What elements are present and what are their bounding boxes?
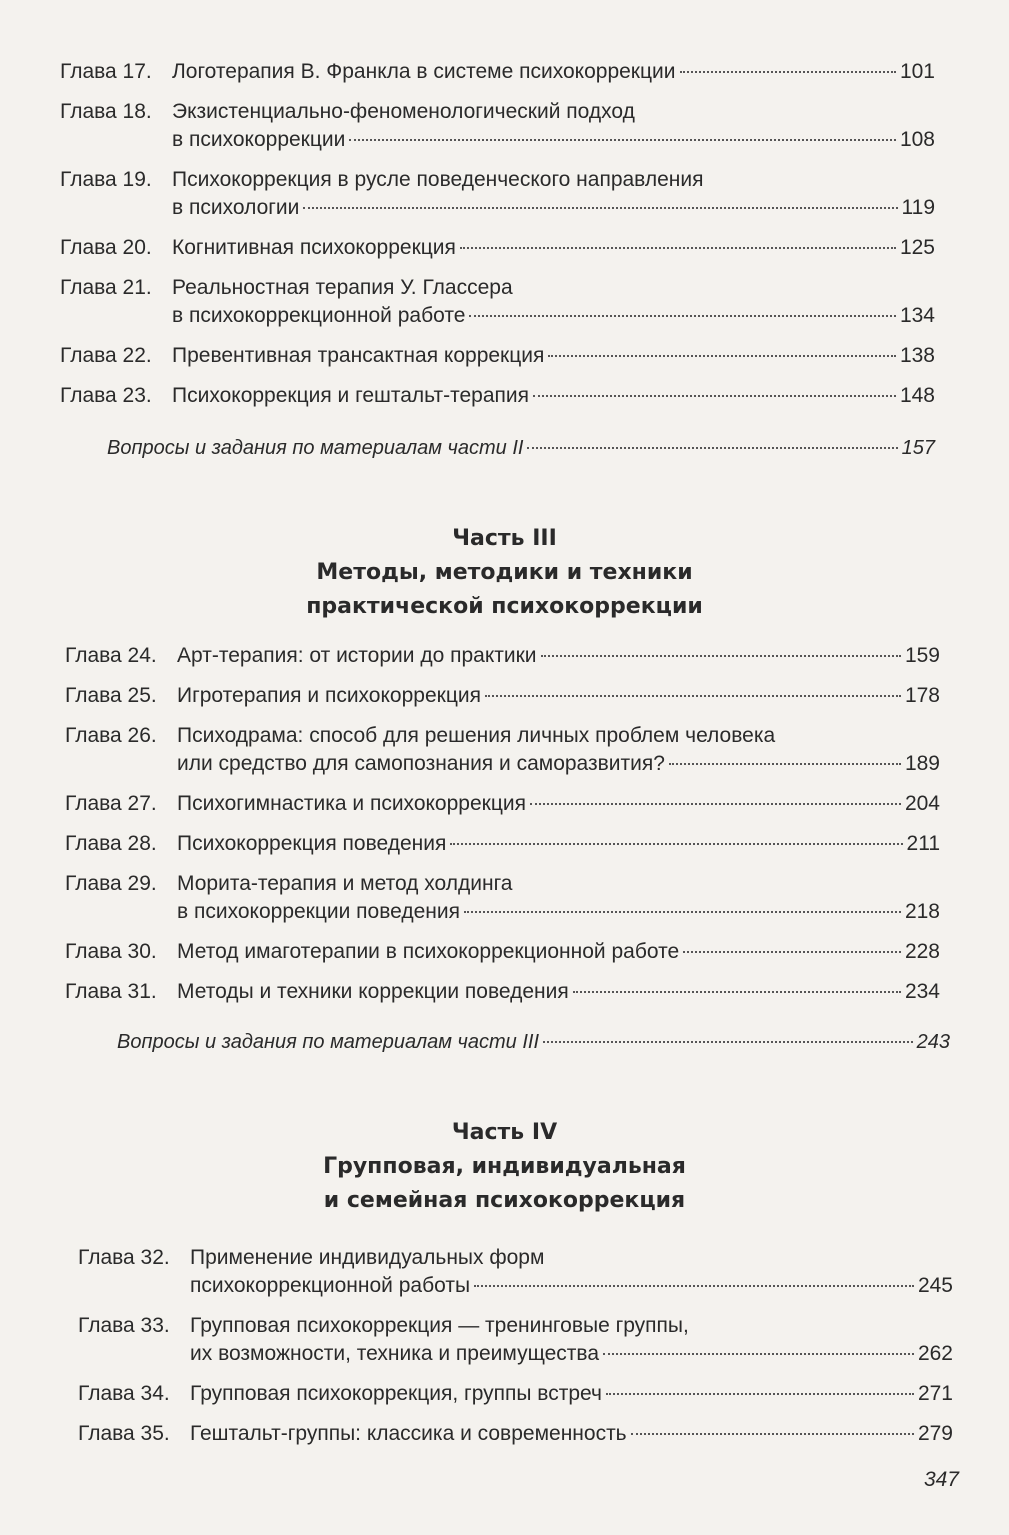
toc-leader-dots: [349, 139, 896, 141]
toc-leader-dots: [530, 803, 901, 805]
toc-chapter-title-line: Психокоррекция в русле поведенческого направления: [172, 168, 704, 191]
toc-last-line: [177, 978, 940, 1006]
toc-entry-body: [172, 234, 935, 262]
toc-last-line: [177, 938, 940, 966]
toc-chapter-label: Глава 35.: [78, 1422, 170, 1445]
toc-leader-dots: [469, 315, 896, 317]
toc-last-line: [177, 898, 940, 926]
toc-block-part-3: [65, 642, 940, 1018]
toc-last-line: [177, 682, 940, 710]
toc-entry-body: [172, 98, 935, 154]
toc-entry-body: [172, 274, 935, 330]
toc-entry-body: [177, 790, 940, 818]
toc-entry-body: [177, 682, 940, 710]
toc-chapter-title-line: Применение индивидуальных форм: [190, 1246, 545, 1269]
toc-leader-dots: [631, 1433, 914, 1435]
toc-chapter-title-line: Морита-терапия и метод холдинга: [177, 872, 513, 895]
toc-chapter-title-line: Игротерапия и психокоррекция: [177, 684, 481, 707]
toc-chapter-label: Глава 19.: [60, 168, 152, 191]
toc-questions-part-2: [60, 434, 935, 474]
toc-last-line: [190, 1420, 953, 1448]
toc-entry: [78, 1312, 953, 1368]
toc-chapter-title-line: Методы и техники коррекции поведения: [177, 980, 569, 1003]
toc-chapter-title-line: Групповая психокоррекция — тренинговые группы,: [190, 1314, 689, 1337]
toc-chapter-title-line: Экзистенциально-феноменологический подход: [172, 100, 635, 123]
toc-entry: [65, 830, 940, 858]
toc-chapter-label: Глава 26.: [65, 724, 157, 747]
toc-leader-dots: [603, 1353, 914, 1355]
toc-chapter-label: Глава 17.: [60, 60, 152, 83]
toc-questions-part-3: [70, 1028, 950, 1068]
toc-entry-body: [172, 382, 935, 410]
toc-entry: [60, 342, 935, 370]
toc-entry: [60, 166, 935, 222]
toc-last-line: [172, 382, 935, 410]
toc-leader-dots: [680, 71, 896, 73]
toc-chapter-label: Глава 34.: [78, 1382, 170, 1405]
toc-block-part-4: [78, 1244, 953, 1460]
toc-entry: [65, 978, 940, 1006]
toc-chapter-label: Глава 21.: [60, 276, 152, 299]
toc-last-line: [172, 126, 935, 154]
toc-chapter-label: Глава 28.: [65, 832, 157, 855]
toc-page-number: 148: [899, 384, 935, 407]
toc-chapter-title-line: в психокоррекции: [172, 128, 346, 151]
toc-entry: [60, 58, 935, 86]
toc-chapter-label: Глава 23.: [60, 384, 152, 407]
toc-entry: [60, 98, 935, 154]
toc-entry: [60, 382, 935, 410]
toc-chapter-label: Глава 27.: [65, 792, 157, 815]
toc-entry-body: [177, 870, 940, 926]
toc-questions-text: Вопросы и задания по материалам части III: [117, 1031, 540, 1053]
toc-entry: [65, 642, 940, 670]
toc-last-line: [177, 642, 940, 670]
toc-last-line: [190, 1380, 953, 1408]
toc-chapter-label: Глава 30.: [65, 940, 157, 963]
toc-entry-body: [177, 722, 940, 778]
toc-chapter-label: Глава 29.: [65, 872, 157, 895]
toc-page-number: 108: [899, 128, 935, 151]
toc-leader-dots: [683, 951, 901, 953]
toc-entry: [65, 682, 940, 710]
toc-chapter-label: Глава 20.: [60, 236, 152, 259]
toc-last-line: [172, 302, 935, 330]
toc-page-number: 125: [899, 236, 935, 259]
toc-page-number: 119: [901, 196, 935, 219]
toc-chapter-label: Глава 31.: [65, 980, 157, 1003]
part-subtitle-line-2: практической психокоррекции: [306, 594, 703, 619]
part-title: Часть IV: [451, 1120, 558, 1145]
toc-leader-dots: [669, 763, 901, 765]
toc-page-number: 101: [899, 60, 935, 83]
toc-leader-dots: [303, 207, 897, 209]
toc-page-number: 134: [899, 304, 935, 327]
toc-last-line: [177, 750, 940, 778]
toc-chapter-title-line: Психогимнастика и психокоррекция: [177, 792, 526, 815]
toc-leader-dots: [464, 911, 901, 913]
toc-chapter-label: Глава 22.: [60, 344, 152, 367]
toc-chapter-title-line: в психологии: [172, 196, 300, 219]
toc-entry: [65, 722, 940, 778]
toc-last-line: [172, 342, 935, 370]
toc-chapter-label: Глава 24.: [65, 644, 157, 667]
toc-entry: [78, 1420, 953, 1448]
toc-chapter-label: Глава 18.: [60, 100, 152, 123]
toc-chapter-title-line: Арт-терапия: от истории до практики: [177, 644, 537, 667]
toc-leader-dots: [606, 1393, 914, 1395]
toc-page-number: 159: [904, 644, 940, 667]
part-subtitle-line-1: Групповая, индивидуальная: [323, 1154, 686, 1179]
toc-chapter-title-line: или средство для самопознания и саморазвития?: [177, 752, 665, 775]
toc-last-line: [172, 58, 935, 86]
toc-leader-dots: [450, 843, 902, 845]
toc-entry-body: [190, 1312, 953, 1368]
toc-chapter-title-line: психокоррекционной работы: [190, 1274, 471, 1297]
toc-leader-dots: [543, 1041, 913, 1043]
toc-chapter-title-line: Гештальт-группы: классика и современность: [190, 1422, 627, 1445]
toc-chapter-label: Глава 25.: [65, 684, 157, 707]
toc-chapter-title-line: Реальностная терапия У. Глассера: [172, 276, 513, 299]
toc-chapter-label: Глава 33.: [78, 1314, 170, 1337]
toc-leader-dots: [533, 395, 896, 397]
toc-page-number: 245: [917, 1274, 953, 1297]
toc-entry: [60, 274, 935, 330]
toc-page-number: 189: [904, 752, 940, 775]
toc-page-number: 178: [904, 684, 940, 707]
toc-entry-body: [177, 978, 940, 1006]
toc-entry-body: [172, 166, 935, 222]
toc-leader-dots: [548, 355, 896, 357]
toc-page-number: 271: [917, 1382, 953, 1405]
part-title: Часть III: [452, 526, 557, 551]
toc-chapter-title-line: Психокоррекция и гештальт-терапия: [172, 384, 529, 407]
toc-last-line: [190, 1340, 953, 1368]
toc-entry: [78, 1380, 953, 1408]
toc-last-line: [172, 194, 935, 222]
toc-page-number: 234: [904, 980, 940, 1003]
toc-chapter-title-line: в психокоррекции поведения: [177, 900, 461, 923]
toc-chapter-title-line: Логотерапия В. Франкла в системе психокоррекции: [172, 60, 676, 83]
toc-entry-body: [190, 1380, 953, 1408]
toc-leader-dots: [460, 247, 896, 249]
toc-entry: [78, 1244, 953, 1300]
toc-page-number: 243: [916, 1031, 950, 1053]
part-subtitle-line-1: Методы, методики и техники: [316, 560, 693, 585]
toc-leader-dots: [527, 447, 897, 449]
toc-entry-body: [172, 342, 935, 370]
part-4-heading: [0, 1116, 1009, 1218]
toc-entry-body: [190, 1244, 953, 1300]
toc-last-line: [172, 234, 935, 262]
toc-leader-dots: [485, 695, 901, 697]
toc-page-number: 138: [899, 344, 935, 367]
toc-page-number: 228: [904, 940, 940, 963]
page-number: 347: [923, 1468, 959, 1491]
toc-leader-dots: [541, 655, 901, 657]
toc-last-line: [190, 1272, 953, 1300]
toc-chapter-title-line: их возможности, техника и преимущества: [190, 1342, 600, 1365]
toc-last-line: [177, 790, 940, 818]
toc-page-number: 157: [901, 437, 935, 459]
toc-page-number: 279: [917, 1422, 953, 1445]
toc-questions-entry: [107, 434, 935, 462]
toc-chapter-title-line: Групповая психокоррекция, группы встреч: [190, 1382, 602, 1405]
toc-entry-body: [177, 830, 940, 858]
toc-page-number: 211: [906, 832, 940, 855]
toc-page-number: 218: [904, 900, 940, 923]
toc-page-number: 204: [904, 792, 940, 815]
toc-leader-dots: [573, 991, 901, 993]
toc-entry-body: [177, 938, 940, 966]
toc-chapter-title-line: Психокоррекция поведения: [177, 832, 447, 855]
toc-entry-body: [190, 1420, 953, 1448]
toc-chapter-title-line: Психодрама: способ для решения личных проблем человека: [177, 724, 776, 747]
toc-entry: [65, 938, 940, 966]
part-subtitle-line-2: и семейная психокоррекция: [323, 1188, 686, 1213]
toc-last-line: [177, 830, 940, 858]
toc-questions-text: Вопросы и задания по материалам части II: [107, 437, 524, 459]
toc-chapter-title-line: в психокоррекционной работе: [172, 304, 466, 327]
toc-entry: [60, 234, 935, 262]
toc-entry: [65, 870, 940, 926]
toc-chapter-title-line: Когнитивная психокоррекция: [172, 236, 456, 259]
toc-page-number: 262: [917, 1342, 953, 1365]
toc-leader-dots: [474, 1285, 914, 1287]
part-3-heading: [0, 522, 1009, 624]
toc-chapter-title-line: Превентивная трансактная коррекция: [172, 344, 545, 367]
toc-entry-body: [177, 642, 940, 670]
toc-chapter-title-line: Метод имаготерапии в психокоррекционной работе: [177, 940, 680, 963]
toc-questions-entry: [117, 1028, 950, 1056]
toc-block-part-2: [60, 58, 935, 422]
toc-chapter-label: Глава 32.: [78, 1246, 170, 1269]
toc-entry-body: [172, 58, 935, 86]
toc-entry: [65, 790, 940, 818]
